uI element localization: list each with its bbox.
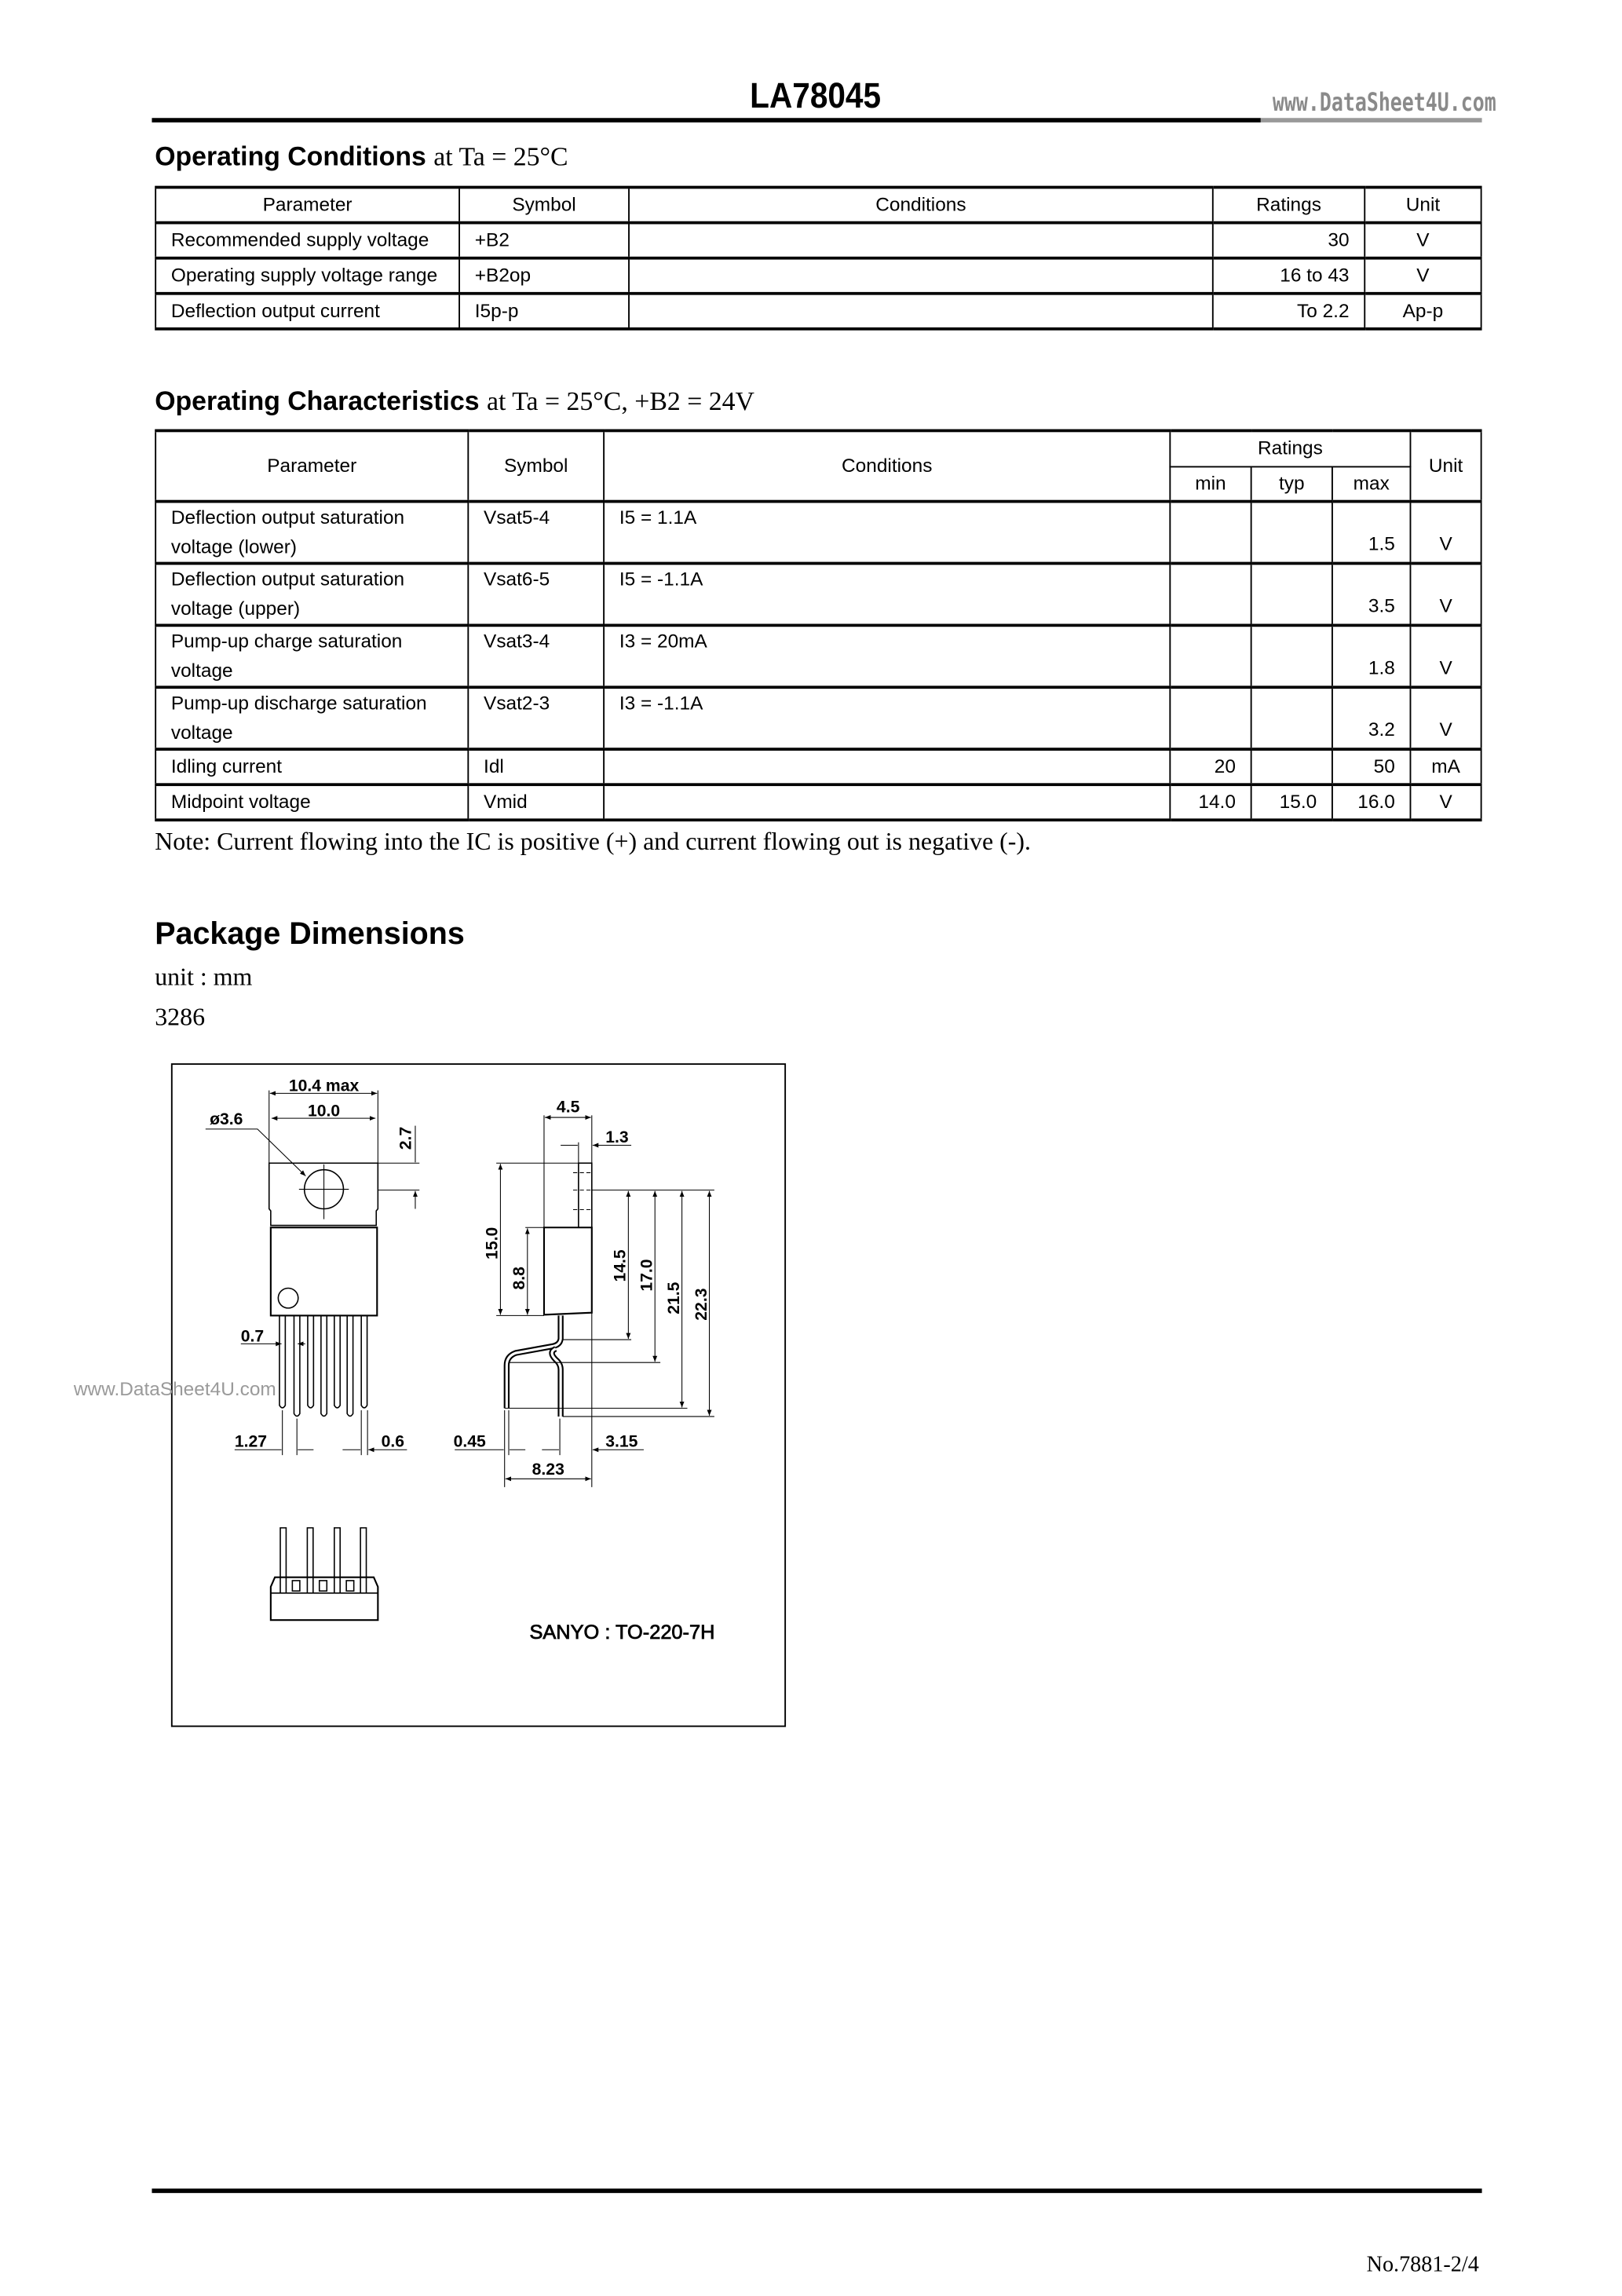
dim-width: 10.0 [307, 1101, 340, 1120]
document-title: LA78045 [750, 76, 882, 117]
header-rule-gray [1261, 118, 1482, 122]
col-header: Conditions [604, 430, 1170, 501]
note-text: Note: Current flowing into the IC is positive (+) and current flowing out is negative (-). [155, 827, 1031, 856]
cell-unit: V [1411, 563, 1481, 625]
pin [360, 1314, 366, 1406]
dim-14-5: 14.5 [610, 1249, 629, 1281]
cell-symbol: +B2 [459, 223, 629, 258]
table-row [155, 502, 1481, 564]
col-header: Ratings [1213, 188, 1364, 223]
cell-unit: V [1411, 625, 1481, 687]
operating-conditions-heading [155, 141, 568, 172]
cell-symbol: Vsat3-4 [468, 625, 604, 687]
cell-symbol: Vmid [468, 784, 604, 820]
col-header: max [1332, 466, 1411, 502]
cell-unit: V [1411, 687, 1481, 749]
cell-min [1170, 687, 1251, 749]
cell-parameter: Midpoint voltage [155, 784, 468, 820]
cell-max: 3.2 [1332, 687, 1411, 749]
table-row [155, 687, 1481, 749]
table-row [155, 784, 1481, 820]
cell-conditions [629, 294, 1213, 329]
table-row [155, 223, 1481, 258]
cell-symbol: Idl [468, 749, 604, 784]
cell-ratings: To 2.2 [1213, 294, 1364, 329]
dim-8-23: 8.23 [531, 1460, 564, 1479]
table-header-row [155, 188, 1481, 223]
dim-3-15: 3.15 [605, 1431, 637, 1450]
cell-parameter: Idling current [155, 749, 468, 784]
heading-text: Operating Conditions [155, 141, 426, 171]
table-row [155, 294, 1481, 329]
cell-unit: V [1364, 223, 1481, 258]
cell-parameter: Pump-up charge saturation voltage [155, 625, 468, 687]
cell-conditions: I5 = -1.1A [604, 563, 1170, 625]
col-header: min [1170, 466, 1251, 502]
pin-window [345, 1580, 353, 1590]
operating-conditions-table [155, 186, 1481, 331]
cell-typ [1251, 749, 1332, 784]
cell-parameter: Deflection output saturation voltage (upper) [155, 563, 468, 625]
cell-ratings: 30 [1213, 223, 1364, 258]
cell-max: 50 [1332, 749, 1411, 784]
dim-lead-thickness: 0.6 [380, 1431, 404, 1450]
dim-width-max: 10.4 max [287, 1076, 359, 1095]
cell-conditions [629, 258, 1213, 294]
cell-min [1170, 625, 1251, 687]
col-header: typ [1251, 466, 1332, 502]
cell-conditions: I5 = 1.1A [604, 502, 1170, 564]
col-header: Parameter [155, 188, 459, 223]
cell-symbol: Vsat5-4 [468, 502, 604, 564]
cell-parameter: Operating supply voltage range [155, 258, 459, 294]
pin [294, 1314, 299, 1415]
package-label: SANYO : TO-220-7H [528, 1621, 714, 1643]
dim-tab: 2.7 [396, 1125, 415, 1150]
bottom-view [270, 1527, 377, 1619]
header-rule [152, 118, 1260, 122]
dim-lead-width: 0.7 [239, 1326, 264, 1345]
side-view [506, 1114, 590, 1486]
package-dimensions-heading: Package Dimensions [155, 917, 465, 952]
dim-pitch: 1.27 [233, 1431, 267, 1450]
cell-unit: V [1364, 258, 1481, 294]
cell-parameter: Deflection output current [155, 294, 459, 329]
cell-typ [1251, 502, 1332, 564]
pins [279, 1314, 367, 1415]
pin [306, 1527, 312, 1592]
cell-symbol: Vsat2-3 [468, 687, 604, 749]
cell-unit: V [1411, 784, 1481, 820]
cell-max: 16.0 [1332, 784, 1411, 820]
col-header: Symbol [468, 430, 604, 501]
watermark-link[interactable]: www.DataSheet4U.com [1272, 88, 1496, 119]
cell-min: 20 [1170, 749, 1251, 784]
col-header: Unit [1364, 188, 1481, 223]
cell-conditions [604, 784, 1170, 820]
cell-typ [1251, 625, 1332, 687]
heading-condition: at Ta = 25°C, +B2 = 24V [486, 386, 754, 416]
dim-1-3: 1.3 [605, 1127, 628, 1146]
operating-characteristics-table [155, 430, 1481, 822]
dim-17-0: 17.0 [637, 1258, 656, 1291]
cell-symbol: I5p-p [459, 294, 629, 329]
table-row [155, 749, 1481, 784]
cell-typ [1251, 563, 1332, 625]
cell-conditions: I3 = 20mA [604, 625, 1170, 687]
cell-unit: V [1411, 502, 1481, 564]
cell-parameter: Deflection output saturation voltage (lower) [155, 502, 468, 564]
unit-label: unit : mm [155, 963, 253, 992]
cell-max: 3.5 [1332, 563, 1411, 625]
cell-ratings: 16 to 43 [1213, 258, 1364, 294]
table-row [155, 625, 1481, 687]
cell-symbol: Vsat6-5 [468, 563, 604, 625]
table-row [155, 563, 1481, 625]
cell-min [1170, 563, 1251, 625]
dim-21-5: 21.5 [663, 1281, 682, 1314]
pin [334, 1527, 339, 1592]
cell-parameter: Recommended supply voltage [155, 223, 459, 258]
dim-8-8: 8.8 [510, 1266, 528, 1289]
table-row [155, 258, 1481, 294]
pin [279, 1527, 285, 1592]
pin [346, 1314, 352, 1415]
heading-condition: at Ta = 25°C [433, 141, 568, 171]
col-header: Parameter [155, 430, 468, 501]
col-header: Ratings [1170, 430, 1410, 466]
cell-max: 1.5 [1332, 502, 1411, 564]
operating-characteristics-heading [155, 386, 754, 417]
pin [360, 1527, 365, 1592]
table-header-row [155, 430, 1481, 466]
cell-conditions [604, 749, 1170, 784]
cell-min: 14.0 [1170, 784, 1251, 820]
cell-parameter: Pump-up discharge saturation voltage [155, 687, 468, 749]
dim-hole: ø3.6 [209, 1110, 243, 1128]
cell-conditions [629, 223, 1213, 258]
package-code: 3286 [155, 1003, 206, 1031]
cell-min [1170, 502, 1251, 564]
pin [320, 1314, 326, 1415]
cell-symbol: +B2op [459, 258, 629, 294]
watermark-text: www.DataSheet4U.com [73, 1377, 276, 1400]
dim-4-5: 4.5 [556, 1097, 579, 1116]
pin [307, 1314, 312, 1406]
dim-0-45: 0.45 [452, 1431, 485, 1450]
pin [279, 1314, 284, 1406]
pin [334, 1314, 339, 1406]
footer-rule [152, 2188, 1481, 2193]
pin-window [291, 1580, 299, 1590]
col-header: Symbol [459, 188, 629, 223]
dim-15-0: 15.0 [482, 1226, 501, 1260]
cell-typ: 15.0 [1251, 784, 1332, 820]
cell-unit: mA [1411, 749, 1481, 784]
col-header: Conditions [629, 188, 1213, 223]
cell-typ [1251, 687, 1332, 749]
heading-text: Operating Characteristics [155, 386, 480, 416]
cell-conditions: I3 = -1.1A [604, 687, 1170, 749]
cell-unit: Ap-p [1364, 294, 1481, 329]
dim-22-3: 22.3 [691, 1287, 710, 1320]
col-header: Unit [1411, 430, 1481, 501]
page-number: No.7881-2/4 [1366, 2253, 1479, 2277]
pin-window [319, 1580, 327, 1590]
cell-max: 1.8 [1332, 625, 1411, 687]
